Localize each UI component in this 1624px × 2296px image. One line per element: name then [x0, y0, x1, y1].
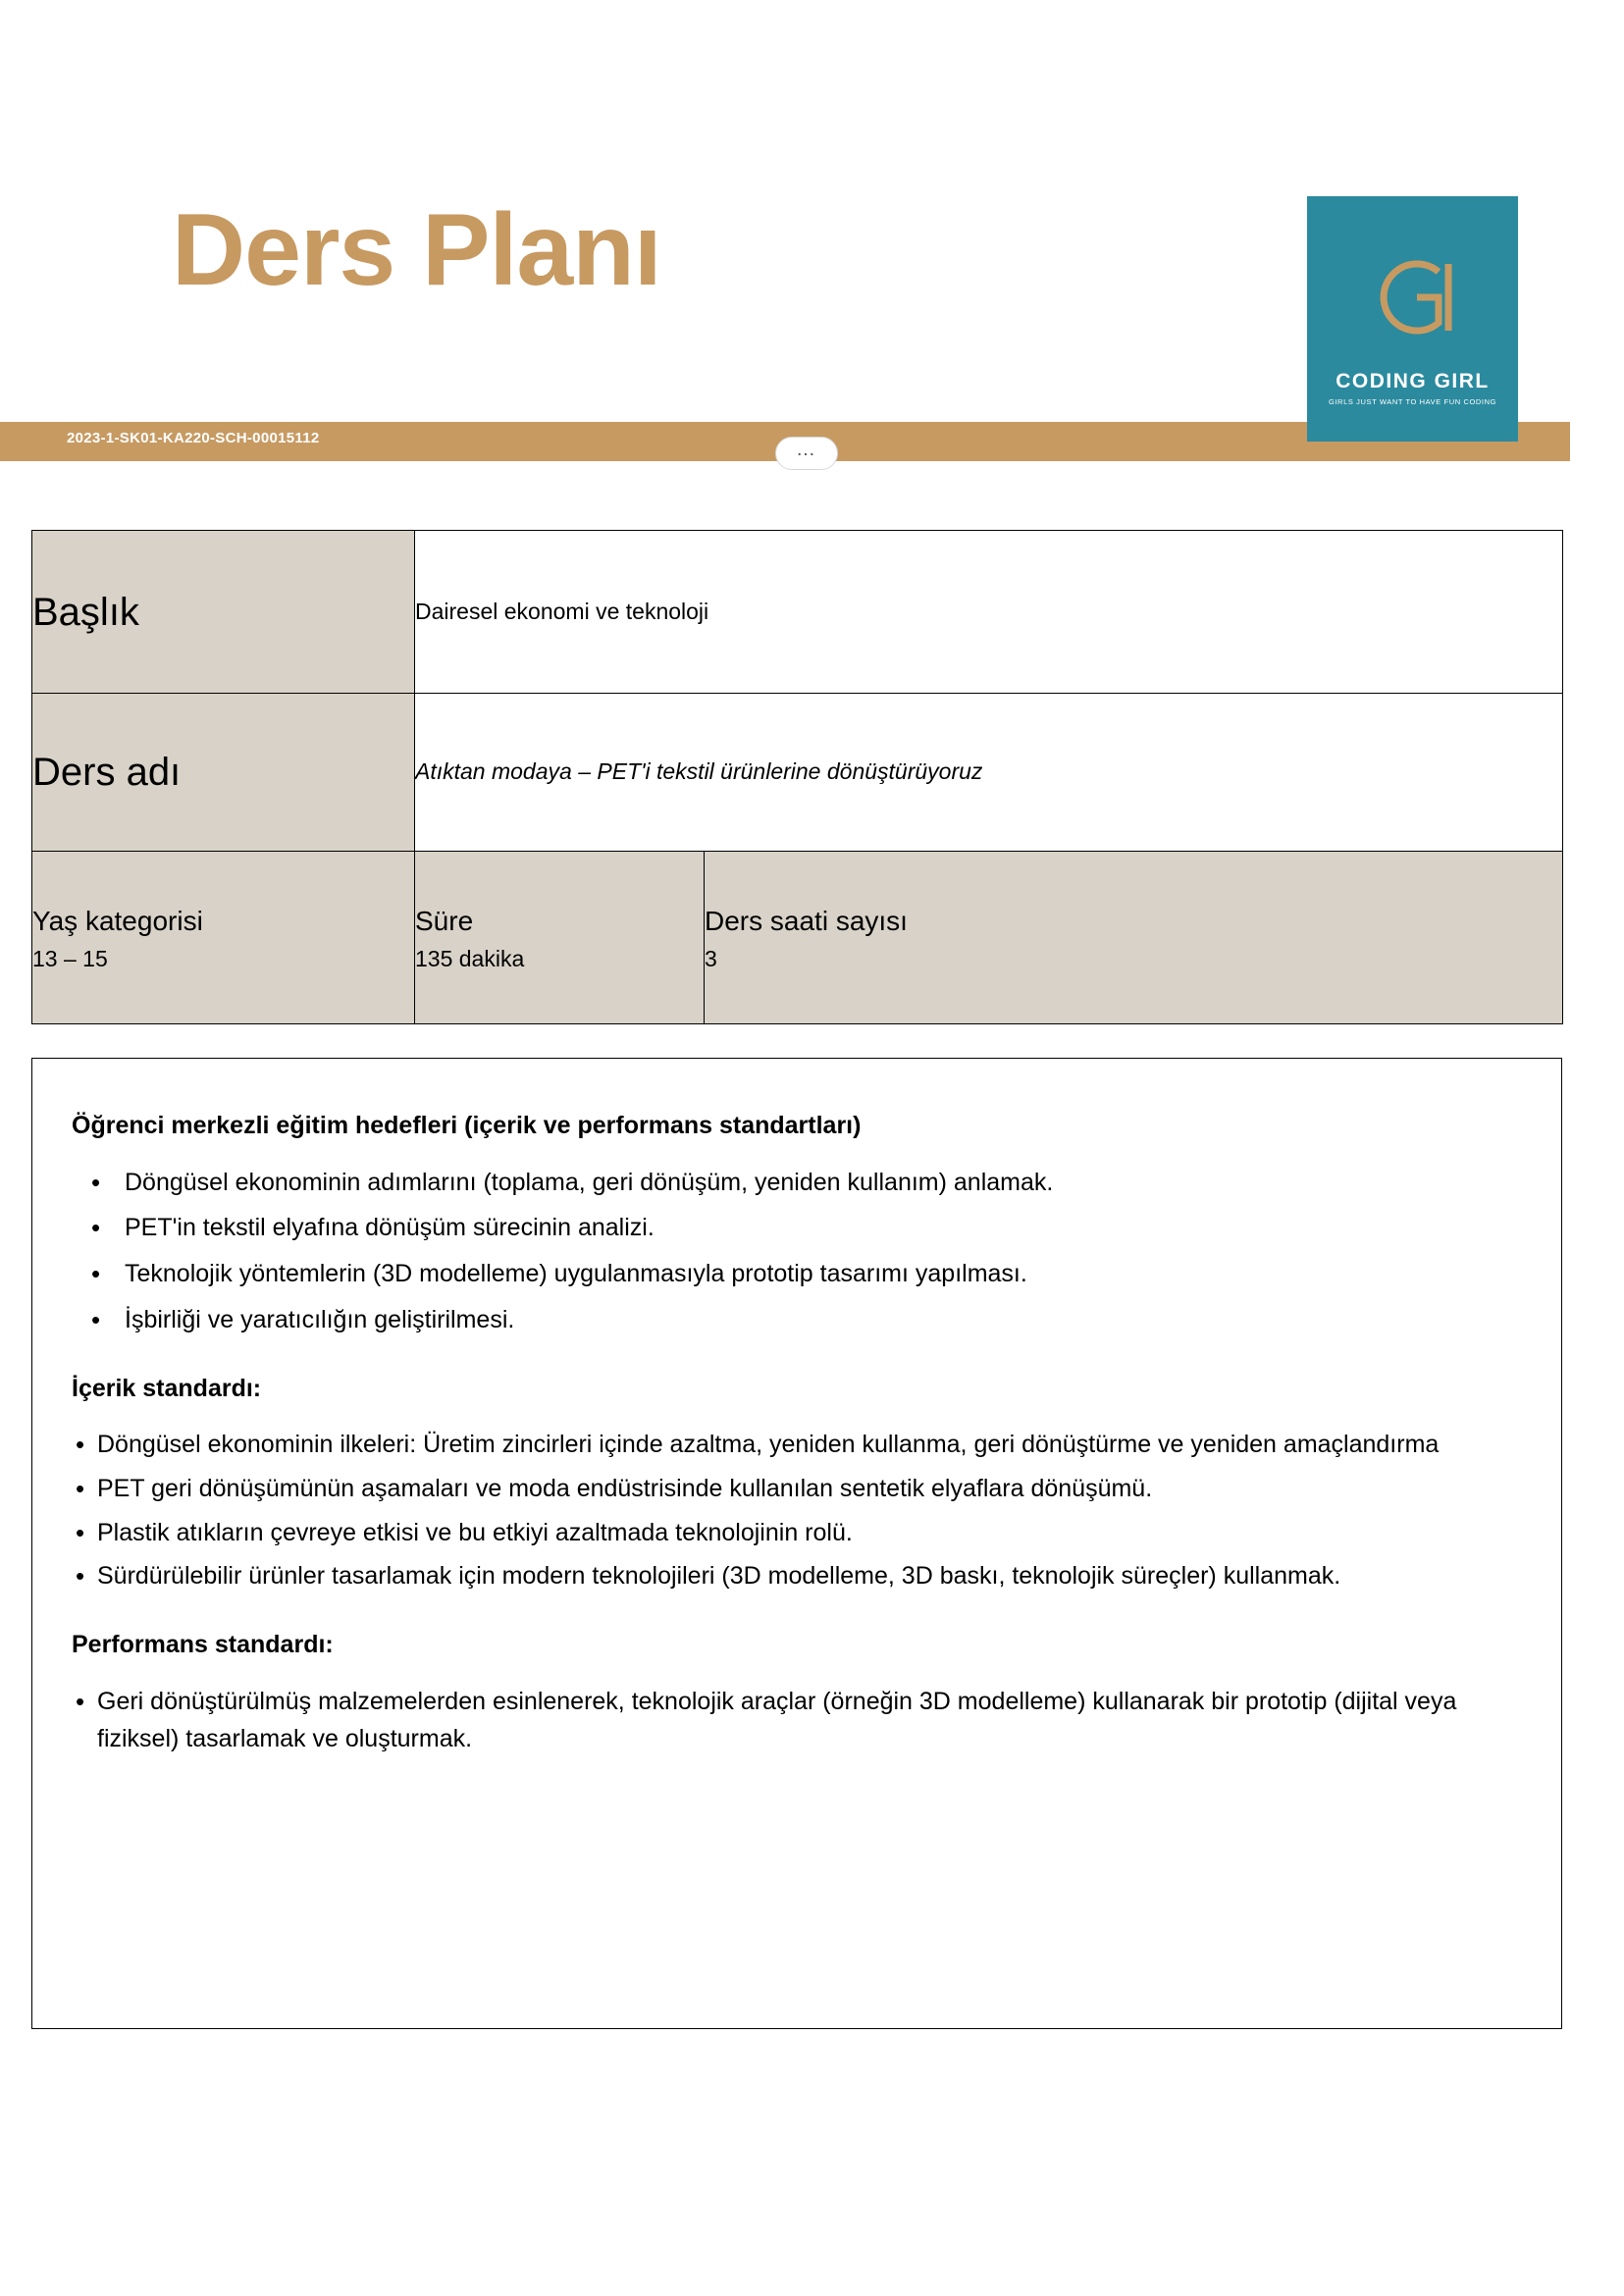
duration-cell — [415, 852, 705, 1024]
age-category-cell — [32, 852, 415, 1024]
list-item: • PET'in tekstil elyafına dönüşüm sürecinin analizi. — [72, 1209, 1522, 1247]
table-row — [32, 694, 1563, 852]
lesson-label-cell — [32, 694, 415, 852]
performance-standard-list — [72, 1683, 1522, 1759]
title-wrap — [172, 193, 661, 307]
logo-subcaption: GIRLS JUST WANT TO HAVE FUN CODING — [1328, 396, 1497, 406]
project-code: 2023-1-SK01-KA220-SCH-00015112 — [67, 430, 320, 446]
lesson-label: Ders adı — [32, 751, 182, 794]
lesson-hours-cell — [705, 852, 1563, 1024]
content-standard-heading: İçerik standardı: — [72, 1374, 262, 1402]
duration-label: Süre — [415, 905, 474, 936]
lesson-hours-value: 3 — [705, 945, 717, 971]
page-title: Ders Planı — [172, 193, 661, 307]
list-item: • PET geri dönüşümünün aşamaları ve moda endüstrisinde kullanılan sentetik elyaflara dönüşümü. — [72, 1470, 1522, 1508]
list-item: • Teknolojik yöntemlerin (3D modelleme) uygulanmasıyla prototip tasarımı yapılması. — [72, 1255, 1522, 1293]
list-item: • İşbirliği ve yaratıcılığın geliştirilmesi. — [72, 1301, 1522, 1339]
title-label-cell — [32, 531, 415, 694]
list-item: • Geri dönüştürülmüş malzemelerden esinlenerek, teknolojik araçlar (örneğin 3D modelleme) kullanarak bir prototip (dijital veya fiziksel) tasarlamak ve oluşturmak. — [72, 1683, 1522, 1759]
title-label: Başlık — [32, 590, 139, 634]
age-category-value: 13 – 15 — [32, 945, 108, 971]
ellipsis-button[interactable]: … — [775, 437, 838, 470]
list-item: • Döngüsel ekonominin ilkeleri: Üretim zincirleri içinde azaltma, yeniden kullanma, geri dönüştürme ve yeniden amaçlandırma — [72, 1426, 1522, 1464]
lesson-value-cell: Atıktan modaya – PET'i tekstil ürünlerine dönüştürüyoruz — [415, 694, 1563, 852]
content-standard-list — [72, 1426, 1522, 1595]
objectives-heading: Öğrenci merkezli eğitim hedefleri (içerik ve performans standartları) — [72, 1112, 862, 1139]
coding-girl-logo — [1307, 196, 1518, 442]
objectives-content-box — [31, 1058, 1562, 2029]
table-row — [32, 852, 1563, 1024]
age-category-label: Yaş kategorisi — [32, 905, 203, 936]
title-value-cell: Dairesel ekonomi ve teknoloji — [415, 531, 1563, 694]
lesson-hours-label: Ders saati sayısı — [705, 905, 908, 936]
table-row — [32, 531, 1563, 694]
logo-g-icon — [1354, 238, 1472, 356]
list-item: • Sürdürülebilir ürünler tasarlamak için modern teknolojileri (3D modelleme, 3D baskı, teknolojik süreçler) kullanmak. — [72, 1557, 1522, 1595]
objectives-list — [72, 1164, 1522, 1339]
logo-caption: CODING GIRL — [1336, 369, 1490, 392]
duration-value: 135 dakika — [415, 945, 525, 971]
list-item: • Plastik atıkların çevreye etkisi ve bu etkiyi azaltmada teknolojinin rolü. — [72, 1514, 1522, 1552]
lesson-info-table — [31, 530, 1563, 1024]
performance-standard-heading: Performans standardı: — [72, 1631, 334, 1658]
list-item: • Döngüsel ekonominin adımlarını (toplama, geri dönüşüm, yeniden kullanım) anlamak. — [72, 1164, 1522, 1202]
document-header — [0, 0, 1624, 460]
